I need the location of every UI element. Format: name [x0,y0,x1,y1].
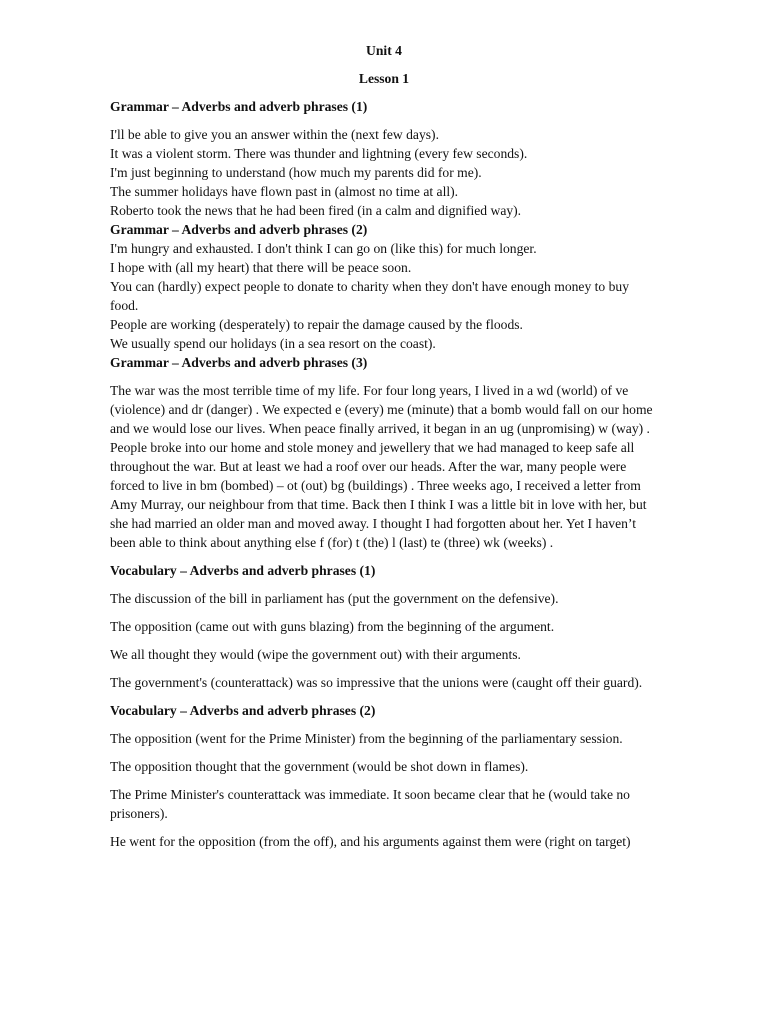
vocabulary-2-item: The opposition thought that the government (would be shot down in flames). [110,759,529,774]
grammar-2-heading: Grammar – Adverbs and adverb phrases (2) [110,222,368,237]
grammar-2-line: I'm hungry and exhausted. I don't think I can go on (like this) for much longer. [110,241,537,256]
grammar-1-heading: Grammar – Adverbs and adverb phrases (1) [110,99,368,114]
grammar-1-line: I'm just beginning to understand (how much my parents did for me). [110,165,482,180]
vocabulary-1-item: We all thought they would (wipe the government out) with their arguments. [110,647,521,662]
unit-title: Unit 4 [366,43,402,58]
vocabulary-2-item: The opposition (went for the Prime Minister) from the beginning of the parliamentary session. [110,731,623,746]
grammar-1-line: The summer holidays have flown past in (almost no time at all). [110,184,459,199]
vocabulary-1-heading: Vocabulary – Adverbs and adverb phrases (1) [110,563,376,578]
grammar-1-line: Roberto took the news that he had been fired (in a calm and dignified way). [110,203,522,218]
vocabulary-2-item: The Prime Minister's counterattack was immediate. It soon became clear that he (would take no prisoners). [110,787,630,821]
document-body [110,41,658,851]
grammar-2-line: People are working (desperately) to repair the damage caused by the floods. [110,317,523,332]
grammar-2-line: We usually spend our holidays (in a sea resort on the coast). [110,336,436,351]
lesson-title: Lesson 1 [358,71,410,86]
grammar-2-line: You can (hardly) expect people to donate to charity when they don't have enough money to buy food. [110,279,630,313]
vocabulary-2-heading: Vocabulary – Adverbs and adverb phrases (2) [110,703,376,718]
vocabulary-1-item: The government's (counterattack) was so impressive that the unions were (caught off their guard). [110,675,643,690]
grammar-3-heading: Grammar – Adverbs and adverb phrases (3) [110,355,368,370]
vocabulary-1-item: The discussion of the bill in parliament has (put the government on the defensive). [110,591,559,606]
grammar-2-line: I hope with (all my heart) that there will be peace soon. [110,260,412,275]
grammar-1-line: I'll be able to give you an answer within the (next few days). [110,127,439,142]
vocabulary-2-item: He went for the opposition (from the off), and his arguments against them were (right on target) [110,834,631,849]
vocabulary-1-item: The opposition (came out with guns blazing) from the beginning of the argument. [110,619,555,634]
grammar-1-line: It was a violent storm. There was thunder and lightning (every few seconds). [110,146,528,161]
grammar-3-paragraph: The war was the most terrible time of my life. For four long years, I lived in a wd (world) of ve (violence) and dr (danger) . We expected e (every) me (minute) that a bomb would fall on our home and we would lose our lives. When peace finally arrived, it began in an ug (unpromising) w (way) . People broke into our home and stole money and jewellery that we had managed to keep safe all throughout the war. But at least we had a roof over our heads. After the war, many people were forced to live in bm (bombed) – ot (out) bg (buildings) . Three weeks ago, I received a letter from Amy Murray, our neighbour from that time. Back then I think I was a little bit in love with her, but she had married an older man and moved away. I thought I had forgotten about her. Yet I haven’t been able to think about anything else f (for) t (the) l (last) te (three) wk (weeks) . [110,383,653,550]
